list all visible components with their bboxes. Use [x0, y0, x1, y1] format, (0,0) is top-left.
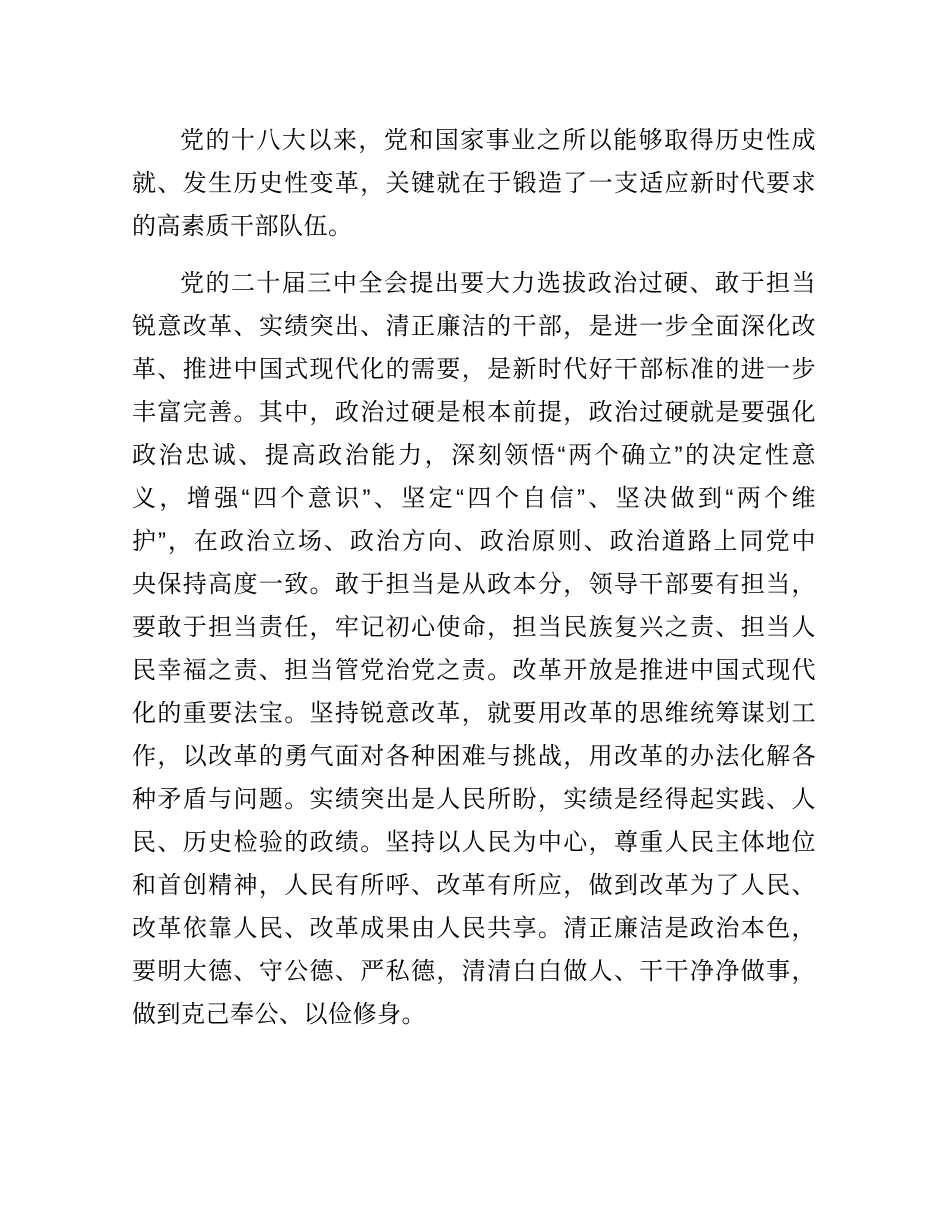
text-line: 党的二十届三中全会提出要大力选拔政治过硬、敢于担当 — [180, 270, 816, 297]
text-line: 要敢于担当责任，牢记初心使命，担当民族复兴之责、担当人 — [132, 614, 816, 641]
paragraph — [132, 119, 816, 248]
text-line: 就、发生历史性变革，关键就在于锻造了一支适应新时代要求 — [132, 170, 816, 197]
document-body — [132, 119, 816, 1036]
text-line: 种矛盾与问题。实绩突出是人民所盼，实绩是经得起实践、人 — [132, 786, 816, 813]
text-line: 党的十八大以来，党和国家事业之所以能够取得历史性成 — [180, 127, 816, 154]
text-line: 央保持高度一致。敢于担当是从政本分，领导干部要有担当， — [132, 571, 816, 598]
text-line: 做到克己奉公、以俭修身。 — [132, 1001, 426, 1028]
text-line: 改革依靠人民、改革成果由人民共享。清正廉洁是政治本色， — [132, 915, 816, 942]
text-line: 的高素质干部队伍。 — [132, 213, 353, 240]
text-line: 和首创精神，人民有所呼、改革有所应，做到改革为了人民、 — [132, 872, 816, 899]
text-line: 政治忠诚、提高政治能力，深刻领悟“两个确立”的决定性意 — [132, 442, 816, 469]
text-line: 丰富完善。其中，政治过硬是根本前提，政治过硬就是要强化 — [132, 399, 816, 426]
text-line: 锐意改革、实绩突出、清正廉洁的干部，是进一步全面深化改 — [132, 313, 816, 340]
text-line: 化的重要法宝。坚持锐意改革，就要用改革的思维统筹谋划工 — [132, 700, 816, 727]
text-line: 革、推进中国式现代化的需要，是新时代好干部标准的进一步 — [132, 356, 816, 383]
text-line: 要明大德、守公德、严私德，清清白白做人、干干净净做事， — [132, 958, 816, 985]
text-line: 民、历史检验的政绩。坚持以人民为中心，尊重人民主体地位 — [132, 829, 816, 856]
text-line: 民幸福之责、担当管党治党之责。改革开放是推进中国式现代 — [132, 657, 816, 684]
paragraph — [132, 262, 816, 1036]
text-line: 作，以改革的勇气面对各种困难与挑战，用改革的办法化解各 — [132, 743, 816, 770]
text-line: 护”，在政治立场、政治方向、政治原则、政治道路上同党中 — [132, 528, 816, 555]
text-line: 义，增强“四个意识”、坚定“四个自信”、坚决做到“两个维 — [132, 485, 816, 512]
